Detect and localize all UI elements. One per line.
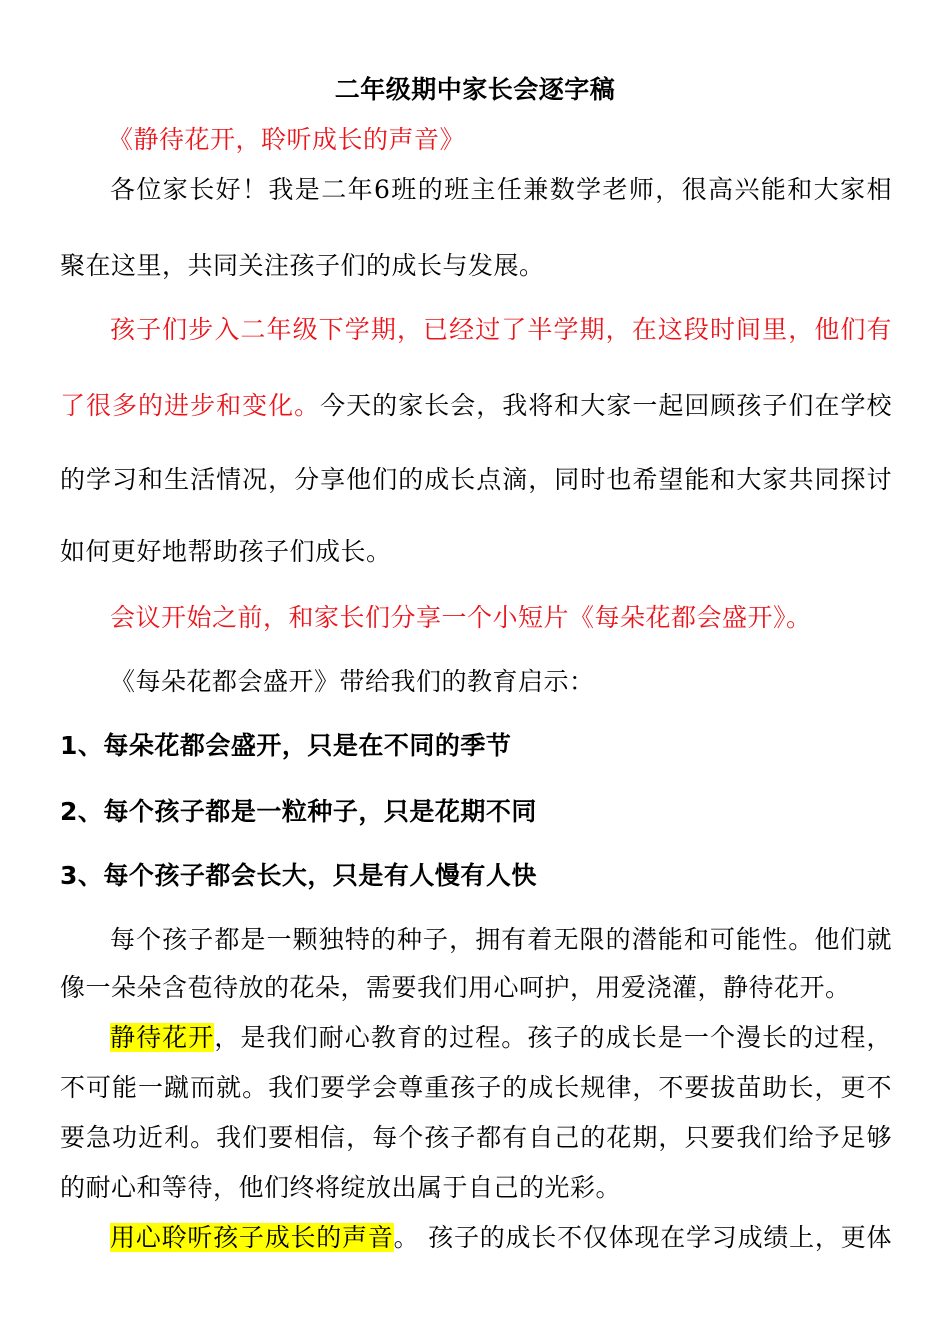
paragraph-6-line-4: 的耐心和等待，他们终将绽放出属于自己的光彩。 [60,1173,622,1202]
paragraph-1-line-2: 聚在这里，共同关注孩子们的成长与发展。 [60,251,545,280]
paragraph-4: 《每朵花都会盛开》带给我们的教育启示： [110,667,595,696]
paragraph-5-line-2: 像一朵朵含苞待放的花朵，需要我们用心呵护，用爱浇灌，静待花开。 [60,973,851,1002]
paragraph-2-line-2 [60,390,892,422]
paragraph-6-line-1-text: ，是我们耐心教育的过程。孩子的成长是一个漫长的过程， [214,1023,892,1052]
document-title: 二年级期中家长会逐字稿 [334,75,616,104]
paragraph-6-line-1 [110,1022,892,1054]
paragraph-7-line-1-text: 。 孩子的成长不仅体现在学习成绩上，更体 [393,1223,892,1252]
paragraph-5-line-1: 每个孩子都是一颗独特的种子，拥有着无限的潜能和可能性。他们就 [110,925,892,954]
highlighted-phrase-1: 静待花开 [110,1023,215,1052]
paragraph-2-line-4: 如何更好地帮助孩子们成长。 [60,537,392,566]
paragraph-6-line-2: 不可能一蹴而就。我们要学会尊重孩子的成长规律，不要拔苗助长，更不 [60,1073,892,1102]
paragraph-6-line-3: 要急功近利。我们要相信，每个孩子都有自己的花期，只要我们给予足够 [60,1123,892,1152]
paragraph-7-line-1 [110,1222,892,1254]
paragraph-2-line-1: 孩子们步入二年级下学期，已经过了半学期，在这段时间里，他们有 [110,315,892,344]
highlighted-phrase-2: 用心聆听孩子成长的声音 [110,1223,394,1252]
paragraph-1-line-1: 各位家长好！我是二年6班的班主任兼数学老师，很高兴能和大家相 [110,175,892,204]
paragraph-2-red-text: 了很多的进步和变化。 [60,391,321,420]
paragraph-3: 会议开始之前，和家长们分享一个小短片《每朵花都会盛开》。 [110,603,812,632]
paragraph-2-black-text: 今天的家长会，我将和大家一起回顾孩子们在学校 [320,391,892,420]
document-subtitle: 《静待花开，聆听成长的声音》 [108,125,466,154]
list-item-3: 3、每个孩子都会长大，只是有人慢有人快 [60,861,537,890]
paragraph-2-line-3: 的学习和生活情况，分享他们的成长点滴，同时也希望能和大家共同探讨 [60,465,892,494]
list-item-2: 2、每个孩子都是一粒种子，只是花期不同 [60,797,537,826]
list-item-1: 1、每朵花都会盛开，只是在不同的季节 [60,731,512,760]
